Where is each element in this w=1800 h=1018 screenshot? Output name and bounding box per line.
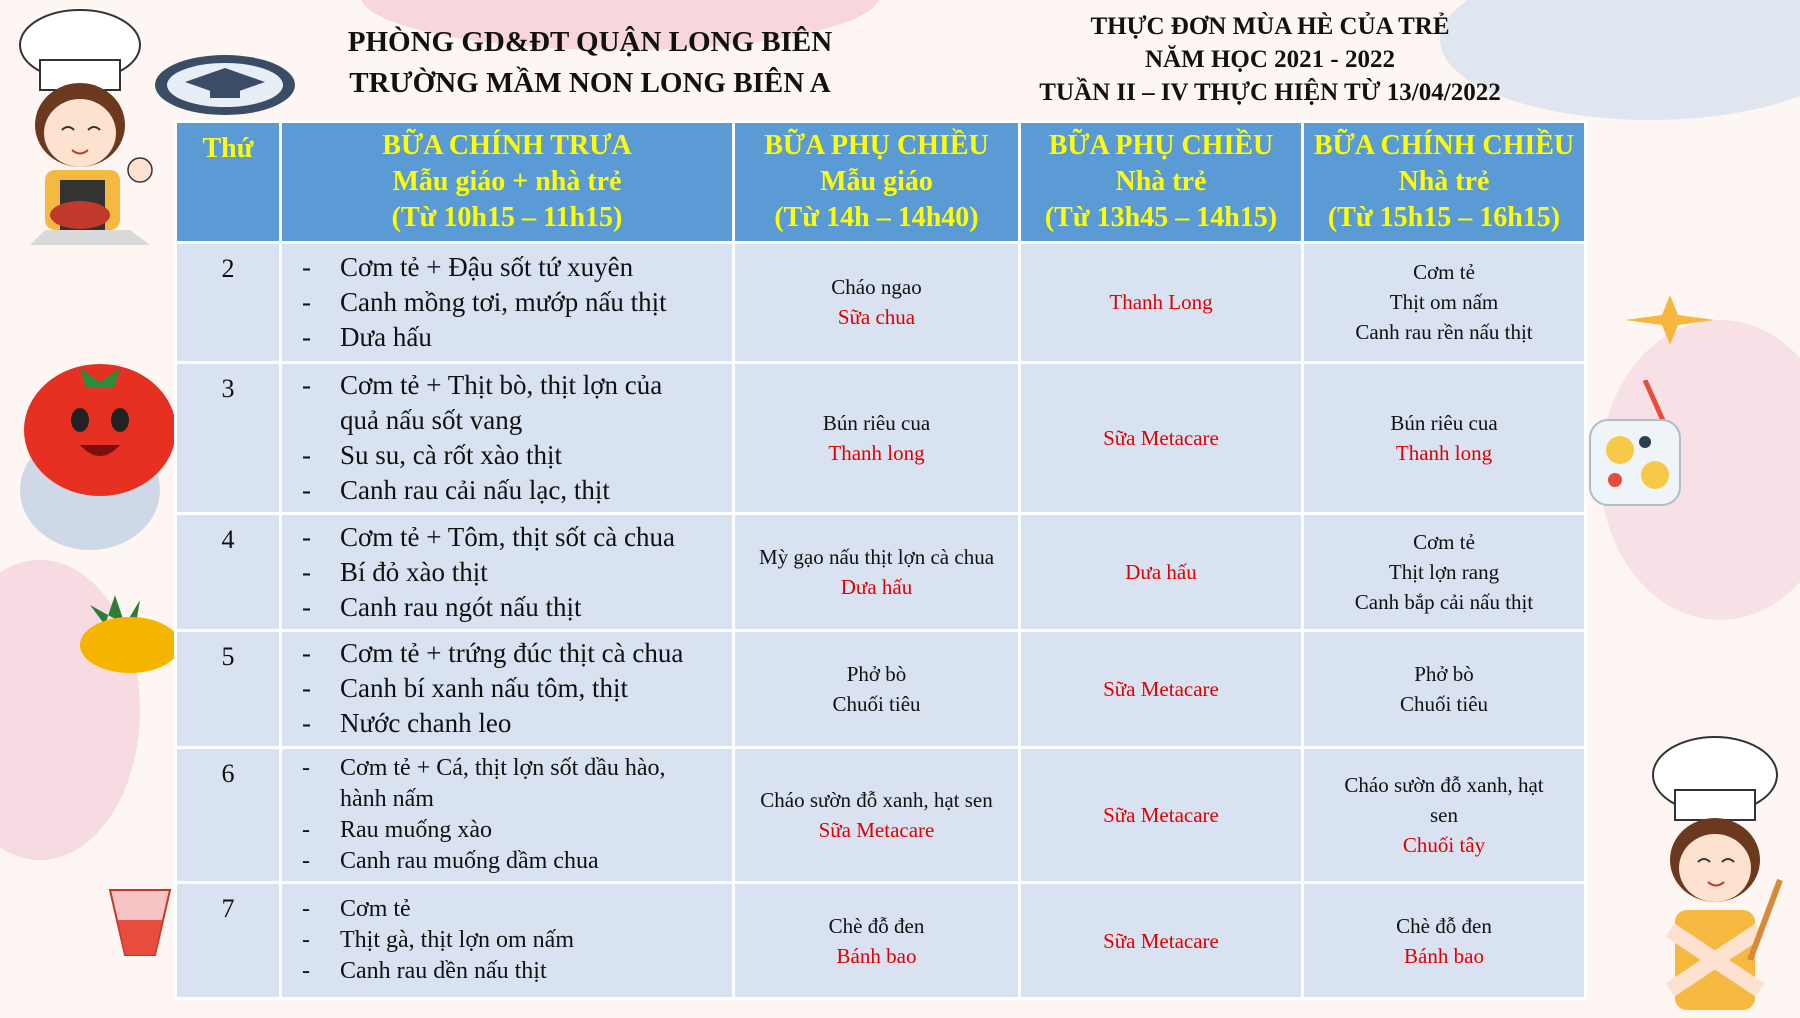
dish-item: Thanh Long bbox=[1109, 290, 1213, 315]
dinner-nursery-cell bbox=[1304, 884, 1584, 997]
snack-kindergarten-cell bbox=[735, 515, 1018, 629]
dish-item: Cơm tẻ bbox=[1413, 260, 1475, 285]
dish-item: Phở bò bbox=[1414, 661, 1474, 686]
dish-item: Sữa Metacare bbox=[1103, 928, 1219, 953]
dish-item: Thịt om nấm bbox=[1389, 290, 1499, 315]
dish-item: Cơm tẻ bbox=[1413, 530, 1475, 555]
dinner-nursery-cell bbox=[1304, 749, 1584, 882]
header-lunch-main: BỮA CHÍNH TRƯA Mẫu giáo + nhà trẻ (Từ 10h15 – 11h15) bbox=[282, 123, 732, 241]
dish-item: - Rau muống xào bbox=[292, 815, 724, 846]
dish-item: Phở bò bbox=[846, 661, 907, 686]
dish-item: - Cơm tẻ bbox=[292, 894, 724, 925]
dish-item: Cháo sườn đỗ xanh, hạt bbox=[1344, 773, 1544, 797]
dish-item: Dưa hấu bbox=[1125, 560, 1197, 585]
juice-glass-icon bbox=[100, 880, 180, 960]
dish-item: Cháo sườn đỗ xanh, hạt sen bbox=[760, 788, 993, 812]
dish-item: Bún riêu cua bbox=[1390, 411, 1498, 436]
department-name: PHÒNG GD&ĐT QUẬN LONG BIÊN bbox=[347, 26, 833, 58]
dish-item: Sữa Metacare bbox=[818, 818, 935, 842]
day-cell: 2 bbox=[177, 244, 279, 361]
dish-item: - Canh rau muống dầm chua bbox=[292, 846, 724, 877]
lunch-main-cell bbox=[282, 884, 732, 997]
snack-nursery-cell bbox=[1021, 515, 1301, 629]
dish-item: Bánh bao bbox=[1404, 943, 1484, 968]
dinner-nursery-cell bbox=[1304, 515, 1584, 629]
school-year: NĂM HỌC 2021 - 2022 bbox=[1145, 46, 1395, 73]
snack-nursery-cell bbox=[1021, 749, 1301, 882]
header-snack-kindergarten: BỮA PHỤ CHIỀU Mẫu giáo (Từ 14h – 14h40) bbox=[735, 123, 1018, 241]
dish-item: Chuối tiêu bbox=[832, 691, 921, 716]
dish-item: Sữa Metacare bbox=[1103, 676, 1219, 701]
dish-item: - Canh rau cải nấu lạc, thịt bbox=[292, 473, 724, 508]
dish-list bbox=[292, 250, 724, 355]
dish-item: - Cơm tẻ + Đậu sốt tứ xuyên bbox=[292, 250, 724, 285]
dinner-nursery-cell bbox=[1304, 632, 1584, 746]
dish-item: - Su su, cà rốt xào thịt bbox=[292, 438, 724, 473]
table-row bbox=[177, 364, 1584, 513]
chef-girl-whisk-icon bbox=[1630, 730, 1800, 1015]
dish-item: hành nấm bbox=[340, 786, 434, 812]
dish-item: sen bbox=[1430, 803, 1458, 827]
snack-nursery-cell bbox=[1021, 884, 1301, 997]
dish-item: Bún riêu cua bbox=[822, 411, 931, 436]
header-day: Thứ bbox=[177, 123, 279, 241]
dish-item: - Canh rau ngót nấu thịt bbox=[292, 590, 724, 625]
dish-item: - Canh bí xanh nấu tôm, thịt bbox=[292, 671, 724, 706]
snack-kindergarten-cell bbox=[735, 884, 1018, 997]
day-cell: 5 bbox=[177, 632, 279, 746]
pineapple-icon bbox=[70, 585, 180, 675]
table-row bbox=[177, 244, 1584, 361]
table-header-row bbox=[177, 123, 1584, 241]
table-row bbox=[177, 515, 1584, 629]
dish-item: - Cơm tẻ + Cá, thịt lợn sốt dầu hào, bbox=[292, 753, 724, 784]
snack-kindergarten-cell bbox=[735, 749, 1018, 882]
juice-jar-icon bbox=[1585, 380, 1695, 510]
dish-item: Canh rau rền nấu thịt bbox=[1355, 320, 1533, 345]
snack-nursery-cell bbox=[1021, 364, 1301, 513]
school-header bbox=[310, 22, 870, 104]
header-snack-nursery: BỮA PHỤ CHIỀU Nhà trẻ (Từ 13h45 – 14h15) bbox=[1021, 123, 1301, 241]
dish-item: Chuối tiêu bbox=[1399, 691, 1489, 716]
dish-item: Canh bắp cải nấu thịt bbox=[1354, 590, 1534, 615]
dish-item: Thanh long bbox=[1395, 441, 1493, 466]
chef-girl-icon bbox=[0, 5, 170, 255]
dish-item: - Bí đỏ xào thịt bbox=[292, 555, 724, 590]
dish-item: - Cơm tẻ + trứng đúc thịt cà chua bbox=[292, 636, 724, 671]
table-row bbox=[177, 884, 1584, 997]
dish-item: - Dưa hấu bbox=[292, 320, 724, 355]
lunch-main-cell bbox=[282, 632, 732, 746]
dish-item: - Canh rau dền nấu thịt bbox=[292, 956, 724, 987]
menu-table bbox=[174, 120, 1587, 1000]
tomato-icon bbox=[20, 350, 180, 500]
dish-item: Dưa hấu bbox=[840, 575, 913, 600]
dish-item: Mỳ gạo nấu thịt lợn cà chua bbox=[758, 545, 995, 570]
dish-item: Cháo ngao bbox=[831, 275, 922, 300]
dish-item: Chè đỗ đen bbox=[828, 913, 925, 938]
lunch-main-cell bbox=[282, 364, 732, 513]
dish-list bbox=[292, 520, 724, 625]
dish-list bbox=[292, 753, 724, 877]
lunch-main-cell bbox=[282, 244, 732, 361]
graduation-cap-icon bbox=[150, 50, 300, 120]
header-dinner-nursery: BỮA CHÍNH CHIỀU Nhà trẻ (Từ 15h15 – 16h15) bbox=[1304, 123, 1584, 241]
dish-item: Sữa Metacare bbox=[1103, 426, 1219, 451]
lunch-main-cell bbox=[282, 749, 732, 882]
dish-item: Thanh long bbox=[828, 441, 925, 466]
day-cell: 4 bbox=[177, 515, 279, 629]
table-row bbox=[177, 632, 1584, 746]
dish-item: quả nấu sốt vang bbox=[340, 405, 523, 436]
dish-list bbox=[292, 368, 724, 508]
school-name: TRƯỜNG MẦM NON LONG BIÊN A bbox=[349, 67, 831, 99]
day-cell: 7 bbox=[177, 884, 279, 997]
dish-item: - Thịt gà, thịt lợn om nấm bbox=[292, 925, 724, 956]
snack-kindergarten-cell bbox=[735, 364, 1018, 513]
week-range: TUẦN II – IV THỰC HIỆN TỪ 13/04/2022 bbox=[1039, 79, 1501, 106]
dish-item: - Cơm tẻ + Thịt bò, thịt lợn của bbox=[292, 368, 724, 403]
dish-item: Chè đỗ đen bbox=[1396, 913, 1492, 938]
dish-item: - Cơm tẻ + Tôm, thịt sốt cà chua bbox=[292, 520, 724, 555]
dish-item: - Canh mồng tơi, mướp nấu thịt bbox=[292, 285, 724, 320]
star-icon bbox=[1620, 290, 1720, 350]
dish-item: Sữa Metacare bbox=[1103, 803, 1219, 827]
dish-list bbox=[292, 894, 724, 987]
snack-kindergarten-cell bbox=[735, 632, 1018, 746]
dish-list bbox=[292, 636, 724, 741]
lunch-main-cell bbox=[282, 515, 732, 629]
snack-nursery-cell bbox=[1021, 632, 1301, 746]
snack-nursery-cell bbox=[1021, 244, 1301, 361]
dish-item: Chuối tây bbox=[1402, 833, 1486, 857]
menu-title-line: THỰC ĐƠN MÙA HÈ CỦA TRẺ bbox=[1090, 13, 1450, 40]
menu-body bbox=[177, 244, 1584, 997]
day-cell: 3 bbox=[177, 364, 279, 513]
dinner-nursery-cell bbox=[1304, 364, 1584, 513]
menu-title bbox=[1010, 10, 1530, 109]
day-cell: 6 bbox=[177, 749, 279, 882]
dish-item: Sữa chua bbox=[837, 305, 916, 330]
dish-item: - Nước chanh leo bbox=[292, 706, 724, 741]
table-row bbox=[177, 749, 1584, 882]
dish-item: Bánh bao bbox=[836, 943, 917, 968]
dish-item: Thịt lợn rang bbox=[1388, 560, 1500, 585]
snack-kindergarten-cell bbox=[735, 244, 1018, 361]
dinner-nursery-cell bbox=[1304, 244, 1584, 361]
